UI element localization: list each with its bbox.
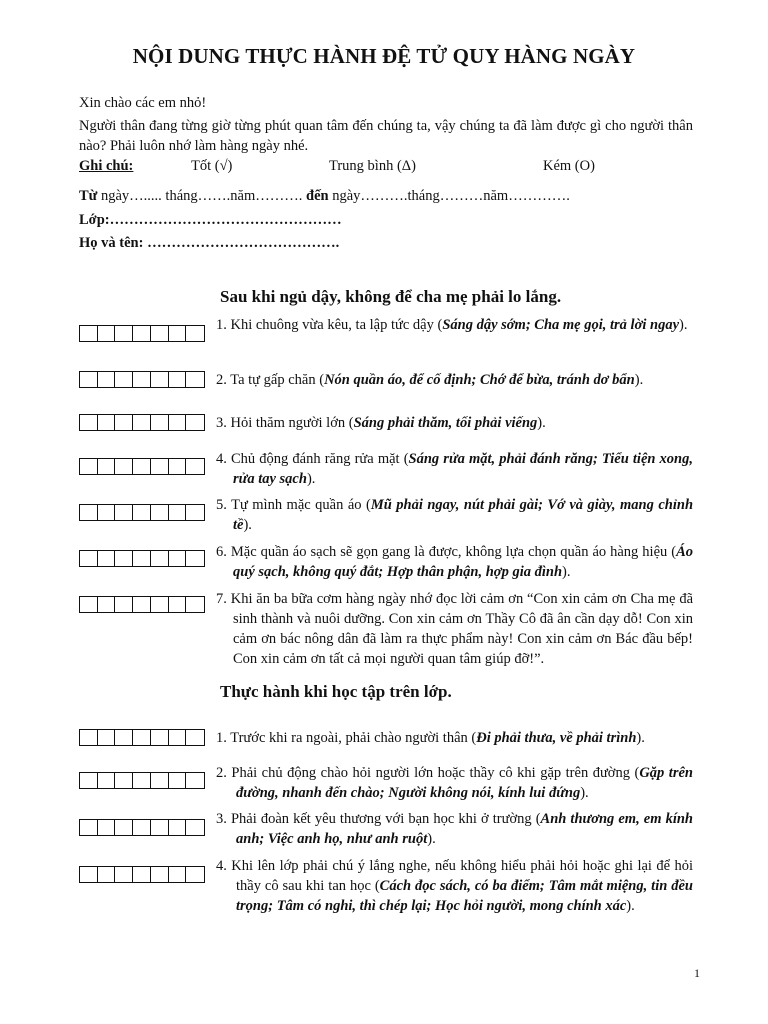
from-label: Từ bbox=[79, 188, 98, 204]
page-title: NỘI DUNG THỰC HÀNH ĐỆ TỬ QUY HÀNG NGÀY bbox=[132, 44, 636, 68]
greeting: Xin chào các em nhỏ! bbox=[79, 95, 207, 111]
legend-good: Tốt (√) bbox=[191, 158, 233, 174]
checkbox-row[interactable] bbox=[79, 596, 205, 613]
list-item: 4. Chủ động đánh răng rửa mặt (Sáng rửa mặt, phải đánh răng; Tiểu tiện xong, rửa tay sạch). bbox=[216, 451, 693, 487]
intro-paragraph: Người thân đang từng giờ từng phút quan tâm đến chúng ta, vậy chúng ta đã làm được gì cho người thân nào? Phải luôn nhớ làm hàng ngày nhé. bbox=[79, 118, 693, 154]
checkbox-row[interactable] bbox=[79, 819, 205, 836]
checkbox-row[interactable] bbox=[79, 325, 205, 342]
to-label: đến bbox=[306, 188, 329, 204]
list-item: 2. Phải chủ động chào hỏi người lớn hoặc thầy cô khi gặp trên đường (Gặp trên đường, nhanh đến chào; Người không nói, kính lui đứng). bbox=[216, 765, 693, 801]
checkbox-row[interactable] bbox=[79, 458, 205, 475]
name-blank: …………………………………. bbox=[143, 235, 340, 251]
checkbox-row[interactable] bbox=[79, 550, 205, 567]
name-label: Họ và tên: bbox=[79, 235, 144, 251]
date-range-field bbox=[79, 186, 570, 206]
list-item: 6. Mặc quần áo sạch sẽ gọn gang là được, không lựa chọn quần áo hàng hiệu (Áo quý sạch, không quý đắt; Hợp thân phận, hợp gia đình). bbox=[216, 544, 694, 580]
list-item: 4. Khi lên lớp phải chú ý lắng nghe, nếu không hiểu phải hỏi hoặc ghi lại để hỏi thầy cô sau khi tan học (Cách đọc sách, có ba điểm; Tâm mắt miệng, tin đều trọng; Tâm có nghi, thì chép lại; Học hỏi người, mong chính xác). bbox=[216, 858, 693, 914]
list-item: 2. Ta tự gấp chăn (Nón quần áo, để cố định; Chớ để bừa, tránh dơ bẩn). bbox=[216, 372, 644, 388]
checkbox-row[interactable] bbox=[79, 504, 205, 521]
date-to-blank: ngày……….tháng………năm…………. bbox=[328, 188, 570, 204]
legend-poor: Kém (O) bbox=[543, 158, 595, 174]
checkbox-row[interactable] bbox=[79, 729, 205, 746]
class-field bbox=[79, 210, 342, 230]
checkbox-row[interactable] bbox=[79, 371, 205, 388]
legend-label: Ghi chú: bbox=[79, 158, 134, 174]
legend bbox=[79, 158, 699, 178]
list-item: 7. Khi ăn ba bữa cơm hàng ngày nhớ đọc lời cảm ơn “Con xin cảm ơn Cha mẹ đã sinh thành và nuôi dưỡng. Con xin cảm ơn Thầy Cô đã ân cần dạy dỗ! Con xin cảm ơn bác nông dân đã làm ra thực phẩm này! Con xin cảm ơn Bác đầu bếp! Con xin cảm ơn tất cả mọi người quan tâm giúp đỡ!”. bbox=[216, 591, 694, 667]
list-item: 3. Phải đoàn kết yêu thương với bạn học khi ở trường (Anh thương em, em kính anh; Việc anh họ, như anh ruột). bbox=[216, 811, 693, 847]
checkbox-row[interactable] bbox=[79, 772, 205, 789]
list-item: 1. Khi chuông vừa kêu, ta lập tức dậy (Sáng dậy sớm; Cha mẹ gọi, trả lời ngay). bbox=[216, 317, 688, 333]
section-title-classroom: Thực hành khi học tập trên lớp. bbox=[220, 682, 452, 701]
list-item: 5. Tự mình mặc quần áo (Mũ phải ngay, nút phải gài; Vớ và giày, mang chỉnh tề). bbox=[216, 497, 694, 533]
legend-average: Trung bình (Δ) bbox=[329, 158, 416, 174]
class-label: Lớp: bbox=[79, 212, 110, 228]
checkbox-row[interactable] bbox=[79, 414, 205, 431]
list-item: 3. Hỏi thăm người lớn (Sáng phải thăm, tối phải viếng). bbox=[216, 415, 546, 431]
section-title-morning: Sau khi ngủ dậy, không để cha mẹ phải lo lắng. bbox=[220, 287, 562, 306]
checkbox-row[interactable] bbox=[79, 866, 205, 883]
name-field bbox=[79, 233, 339, 253]
list-item: 1. Trước khi ra ngoài, phải chào người thân (Đi phải thưa, về phải trình). bbox=[216, 730, 645, 746]
class-blank: ………………………………………… bbox=[109, 212, 342, 228]
date-from-blank: ngày…..... tháng…….năm………. bbox=[97, 188, 306, 204]
page-number: 1 bbox=[694, 966, 700, 980]
